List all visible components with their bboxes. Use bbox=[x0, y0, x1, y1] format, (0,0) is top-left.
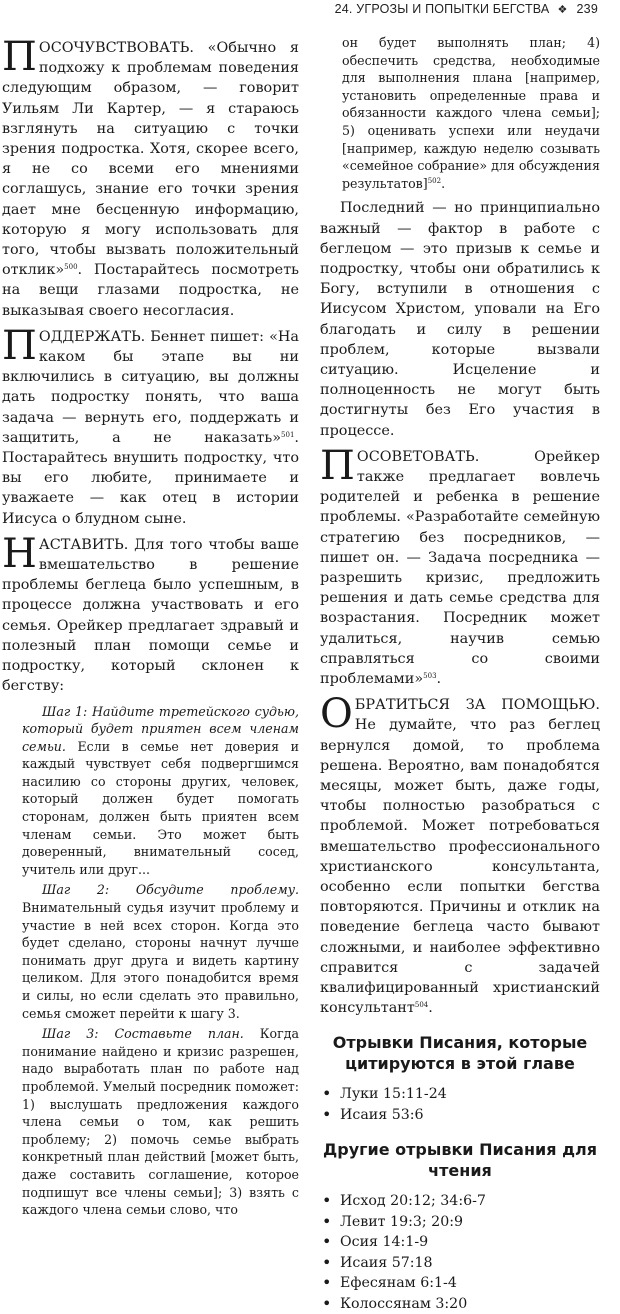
paragraph-lead: БРАТИТЬСЯ ЗА ПОМОЩЬЮ. bbox=[354, 697, 600, 714]
step-text: он будет выполнять план; 4) обеспечить средства, необходимые для выполнения плана [например, установить определенные права и обязанности каждого члена семьи]; 5) оценивать успехи или неудачи [например, каждую неделю созывать «семейное собрание» для обсуждения результатов] bbox=[342, 35, 600, 191]
list-item: • Ефесянам 6:1-4 bbox=[320, 1273, 600, 1294]
list-item: • Луки 15:11-24 bbox=[320, 1084, 600, 1105]
paragraph-text: Беннет пишет: «На каком бы этапе вы ни включились в ситуацию, вы должны дать подростку понять, что ваша задача — вернуть его, поддержать и защитить, а не наказать» bbox=[2, 328, 299, 446]
paragraph-lead: АСТАВИТЬ. bbox=[38, 536, 129, 553]
page-number: 239 bbox=[576, 2, 598, 16]
running-header bbox=[0, 0, 620, 18]
step-title: Шаг 1: Найдите третейского судью, который будет приятен всем членам семьи. bbox=[22, 703, 299, 754]
step-text: . bbox=[441, 175, 446, 191]
footnote-ref: 501 bbox=[281, 430, 295, 439]
footnote-ref: 503 bbox=[423, 672, 437, 681]
chapter-title: 24. УГРОЗЫ И ПОПЫТКИ БЕГСТВА bbox=[334, 2, 550, 16]
diamond-ornament-icon: ❖ bbox=[557, 3, 568, 16]
paragraph-advise bbox=[320, 442, 600, 689]
paragraph-final-factor: Последний — но принципиально важный — фактор в работе с беглецом — это призыв к семье и подростку, чтобы они обратились к Богу, вступили в отношения с Иисусом Христом, уповали на Его благодать и силу в решении проблем, которые вызвали ситуацию. Исцеление и полноценность не могут быть достигнуты без Его участия в процессе. bbox=[320, 200, 600, 439]
scripture-reading-list bbox=[320, 1191, 600, 1314]
step-title: Шаг 2: Обсудите проблему. bbox=[42, 882, 299, 898]
step-3-continued bbox=[320, 34, 600, 192]
step-title: Шаг 3: Составьте план. bbox=[42, 1026, 244, 1042]
paragraph-text: . bbox=[428, 1000, 433, 1017]
drop-cap: П bbox=[2, 322, 37, 369]
step-text: Внимательный судья изучит проблему и участие в ней всех сторон. Когда это будет сделано, стороны начнут лучше понимать друг друга и видеть картину целиком. Для этого понадобится время и силы, но если сделать это правильно, семья сможет перейти к шагу 3. bbox=[22, 900, 299, 1021]
paragraph-lead: ОСОЧУВСТВОВАТЬ. bbox=[38, 40, 194, 56]
paragraph-lead: ОДДЕРЖАТЬ. bbox=[38, 328, 146, 345]
paragraph-text: . bbox=[436, 671, 442, 688]
step-text: Если в семье нет доверия и каждый чувствует себя подвергшимся насилию со стороны других, человек, который должен будет помогать сторонам, должен быть приятен всем членам семьи. Это может быть доверенный, внимательный сосед, учитель или друг... bbox=[22, 738, 299, 877]
paragraph-text: Орейкер также предлагает вовлечь родителей и ребенка в решение проблемы. «Разработайте семейную стратегию без посредников, — пишет он. — Задача посредника — разрешить кризис, предложить решения и дать семье средства для возрастания. Посредник может удалиться, научив семью справляться со своими проблемами» bbox=[320, 448, 600, 688]
step-1 bbox=[22, 703, 299, 879]
paragraph-support bbox=[2, 322, 299, 529]
step-3 bbox=[22, 1025, 299, 1219]
step-text: Когда понимание найдено и кризис разрешен, надо выработать план по работе над проблемой. Умелый посредник поможет: 1) выслушать предложения каждого члена семьи о том, как решить проблему; 2) помочь семье выбрать конкретный план действий [может быть, даже составить соглашение, которое подпишут все члены семьи]; 3) взять с каждого члена семьи слово, что bbox=[22, 1026, 300, 1218]
list-item: • Осия 14:1-9 bbox=[320, 1232, 600, 1253]
list-item: • Исаия 57:18 bbox=[320, 1253, 600, 1274]
list-item: • Левит 19:3; 20:9 bbox=[320, 1212, 600, 1233]
footnote-ref: 504 bbox=[414, 1001, 429, 1010]
paragraph-seek-help bbox=[320, 691, 600, 1018]
paragraph-text: Не думайте, что раз беглец вернулся домой, то проблема решена. Вероятно, вам понадобятся месяцы, может быть, даже годы, чтобы полностью разобраться с проблемой. Может потребоваться вмешательство профессионального христианского консультанта, особенно если попытки бегства повторяются. Причины и отклик на поведение беглеца часто бывают сложными, и наиболее эффективно справится с задачей квалифицированный христианский консультант bbox=[320, 717, 600, 1017]
scripture-cited-heading: Отрывки Писания, которые цитируются в этой главе bbox=[332, 1033, 588, 1074]
scripture-cited-list bbox=[320, 1084, 600, 1125]
right-column bbox=[320, 35, 600, 1314]
footnote-ref: 500 bbox=[64, 263, 78, 272]
drop-cap: Н bbox=[2, 530, 37, 577]
paragraph-text: «Обычно я подхожу к проблемам поведения следующим образом, — говорит Уильям Ли Картер, — я стараюсь взглянуть на ситуацию с точки зрения подростка. Хотя, скорее всего, я не со всеми его мнениями соглашусь, знание его точки зрения дает мне бесценную информацию, которую я могу использовать для того, чтобы вызвать положительный отклик» bbox=[2, 40, 299, 279]
drop-cap: О bbox=[320, 691, 353, 738]
paragraph-text: . Постарайтесь посмотреть на вещи глазами подростка, не выказывая своего несогласия. bbox=[2, 262, 299, 319]
steps-list bbox=[2, 703, 299, 1219]
footnote-ref: 502 bbox=[427, 176, 442, 185]
paragraph-text: Для того чтобы ваше вмешательство в решение проблемы беглеца было успешным, в процессе должна участвовать и его семья. Орейкер предлагает здравый и полезный план помощи семье и подростку, который склонен к бегству: bbox=[2, 536, 299, 695]
paragraph-text: . Постарайтесь внушить подростку, что вы его любите, принимаете и уважаете — как отец в истории Иисуса о блудном сыне. bbox=[2, 429, 299, 527]
list-item: • Исаия 53:6 bbox=[320, 1105, 600, 1126]
step-2 bbox=[22, 881, 299, 1022]
paragraph-sympathize bbox=[2, 34, 299, 321]
paragraph-guide bbox=[2, 530, 299, 697]
drop-cap: П bbox=[320, 442, 355, 489]
left-column bbox=[2, 34, 300, 1222]
drop-cap: П bbox=[2, 34, 37, 80]
list-item: • Колоссянам 3:20 bbox=[320, 1294, 600, 1314]
paragraph-lead: ОСОВЕТОВАТЬ. bbox=[356, 448, 480, 465]
list-item: • Исход 20:12; 34:6-7 bbox=[320, 1191, 600, 1212]
scripture-reading-heading: Другие отрывки Писания для чтения bbox=[323, 1140, 597, 1181]
